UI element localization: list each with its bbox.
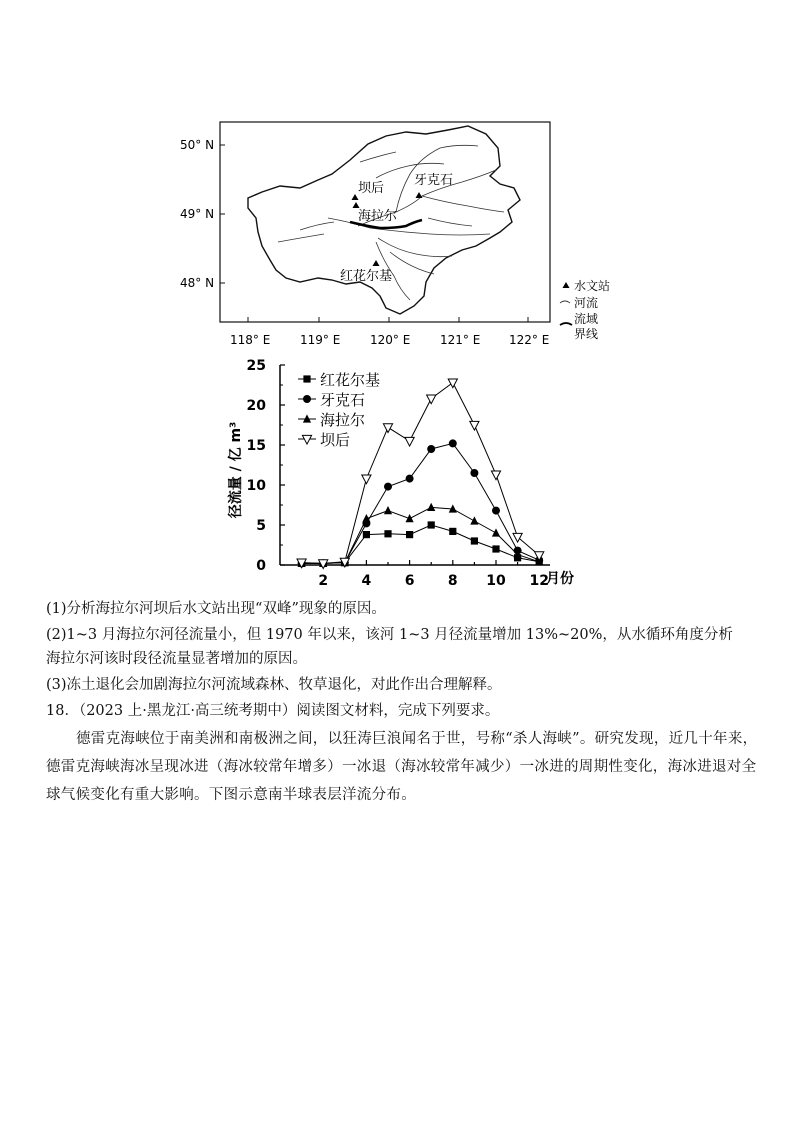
lat-label-49: 49° N	[180, 207, 215, 221]
legend-river-label: 河流	[574, 296, 599, 310]
point-triangle-down	[383, 424, 392, 433]
lon-label-121: 121° E	[440, 333, 481, 347]
station-label-hailar: 海拉尔	[358, 209, 398, 224]
point-circle	[406, 475, 414, 483]
y-tick-label: 10	[246, 478, 266, 494]
lon-label-118: 118° E	[230, 333, 271, 347]
point-square	[303, 375, 310, 382]
x-tick-label: 2	[318, 573, 329, 589]
chart-xlabel: 月份	[546, 571, 574, 587]
lon-label-120: 120° E	[370, 333, 411, 347]
y-tick-label: 0	[256, 558, 266, 574]
point-circle	[492, 507, 500, 515]
legend-basin-label-1: 流域	[574, 312, 599, 326]
x-tick-label: 10	[486, 573, 506, 589]
station-label-honghuaerji: 红花尔基	[340, 269, 393, 284]
y-tick-label: 25	[246, 358, 266, 374]
question-1: (1)分析海拉尔河坝后水文站出现“双峰”现象的原因。	[46, 601, 386, 617]
point-triangle-down	[362, 475, 371, 484]
point-triangle-down	[302, 435, 311, 444]
chart-legend	[298, 371, 380, 449]
station-label-bahou: 坝后	[358, 181, 385, 196]
question-2-line-2: 海拉尔河该时段径流量显著增加的原因。	[46, 651, 307, 667]
point-triangle	[384, 506, 392, 514]
point-circle	[427, 445, 435, 453]
legend-basin-label-2: 界线	[574, 327, 599, 341]
point-circle	[384, 483, 392, 491]
point-square	[428, 521, 435, 528]
y-tick-label: 20	[246, 398, 266, 414]
station-marker-honghuaerji	[373, 260, 380, 266]
x-tick-label: 12	[529, 573, 549, 589]
legend-river-icon	[560, 301, 570, 303]
x-tick-label: 4	[361, 573, 372, 589]
point-circle	[470, 469, 478, 477]
legend-label: 牙克石	[320, 391, 366, 409]
point-triangle-down	[448, 379, 457, 388]
point-triangle	[492, 528, 500, 536]
question-18-heading: 18．（2023 上·黑龙江·高三统考期中）阅读图文材料，完成下列要求。	[46, 703, 500, 719]
point-square	[471, 537, 478, 544]
question-3: (3)冻土退化会加剧海拉尔河流域森林、牧草退化，对此作出合理解释。	[46, 677, 502, 693]
y-tick-label: 15	[246, 438, 266, 454]
x-tick-label: 6	[404, 573, 415, 589]
y-tick-label: 5	[256, 518, 266, 534]
station-marker-yakeshi	[416, 192, 423, 198]
series-line	[302, 443, 540, 563]
point-square	[492, 545, 499, 552]
basin-map	[180, 122, 640, 352]
point-triangle-down	[513, 533, 522, 542]
lon-label-119: 119° E	[300, 333, 341, 347]
lon-label-122: 122° E	[509, 333, 550, 347]
lat-label-50: 50° N	[180, 138, 215, 152]
legend-station-label: 水文站	[574, 279, 611, 293]
chart-ylabel: 径流量 / 亿 m³	[228, 421, 244, 519]
question-2-line-1: (2)1~3 月海拉尔河径流量小，但 1970 年以来，该河 1~3 月径流量增加 13%~20%，从水循环角度分析	[46, 627, 733, 643]
point-circle	[449, 439, 457, 447]
point-triangle-down	[405, 437, 414, 446]
series-line	[302, 525, 540, 563]
question-18-material: 德雷克海峡位于南美洲和南极洲之间，以狂涛巨浪闻名于世，号称“杀人海峡”。研究发现，近几十年来，德雷克海峡海冰呈现冰进（海冰较常年增多）一冰退（海冰较常年减少）一冰进的周期性变化，海冰进退对全球气候变化有重大影响。下图示意南半球表层洋流分布。	[46, 731, 758, 803]
point-triangle-down	[427, 395, 436, 404]
legend-label: 红花尔基	[320, 371, 381, 389]
point-triangle-down	[470, 421, 479, 430]
point-triangle	[406, 514, 414, 522]
point-square	[449, 528, 456, 535]
chart-axes	[247, 358, 550, 589]
legend-label: 坝后	[320, 431, 351, 449]
point-triangle	[427, 503, 435, 511]
point-square	[363, 531, 370, 538]
runoff-chart	[200, 355, 600, 591]
station-marker-hailar	[353, 202, 360, 208]
point-triangle	[470, 516, 478, 524]
legend-station-icon	[563, 282, 570, 288]
legend-basin-icon	[560, 323, 572, 325]
series-2	[298, 503, 544, 567]
point-square	[384, 530, 391, 537]
series-line	[302, 507, 540, 563]
point-triangle-down	[491, 471, 500, 480]
lat-label-48: 48° N	[180, 276, 215, 290]
point-square	[406, 531, 413, 538]
station-label-yakeshi: 牙克石	[414, 173, 454, 188]
map-legend	[560, 278, 610, 341]
legend-label: 海拉尔	[320, 411, 366, 429]
point-circle	[303, 395, 311, 403]
x-tick-label: 8	[447, 573, 458, 589]
series-line	[302, 383, 540, 564]
